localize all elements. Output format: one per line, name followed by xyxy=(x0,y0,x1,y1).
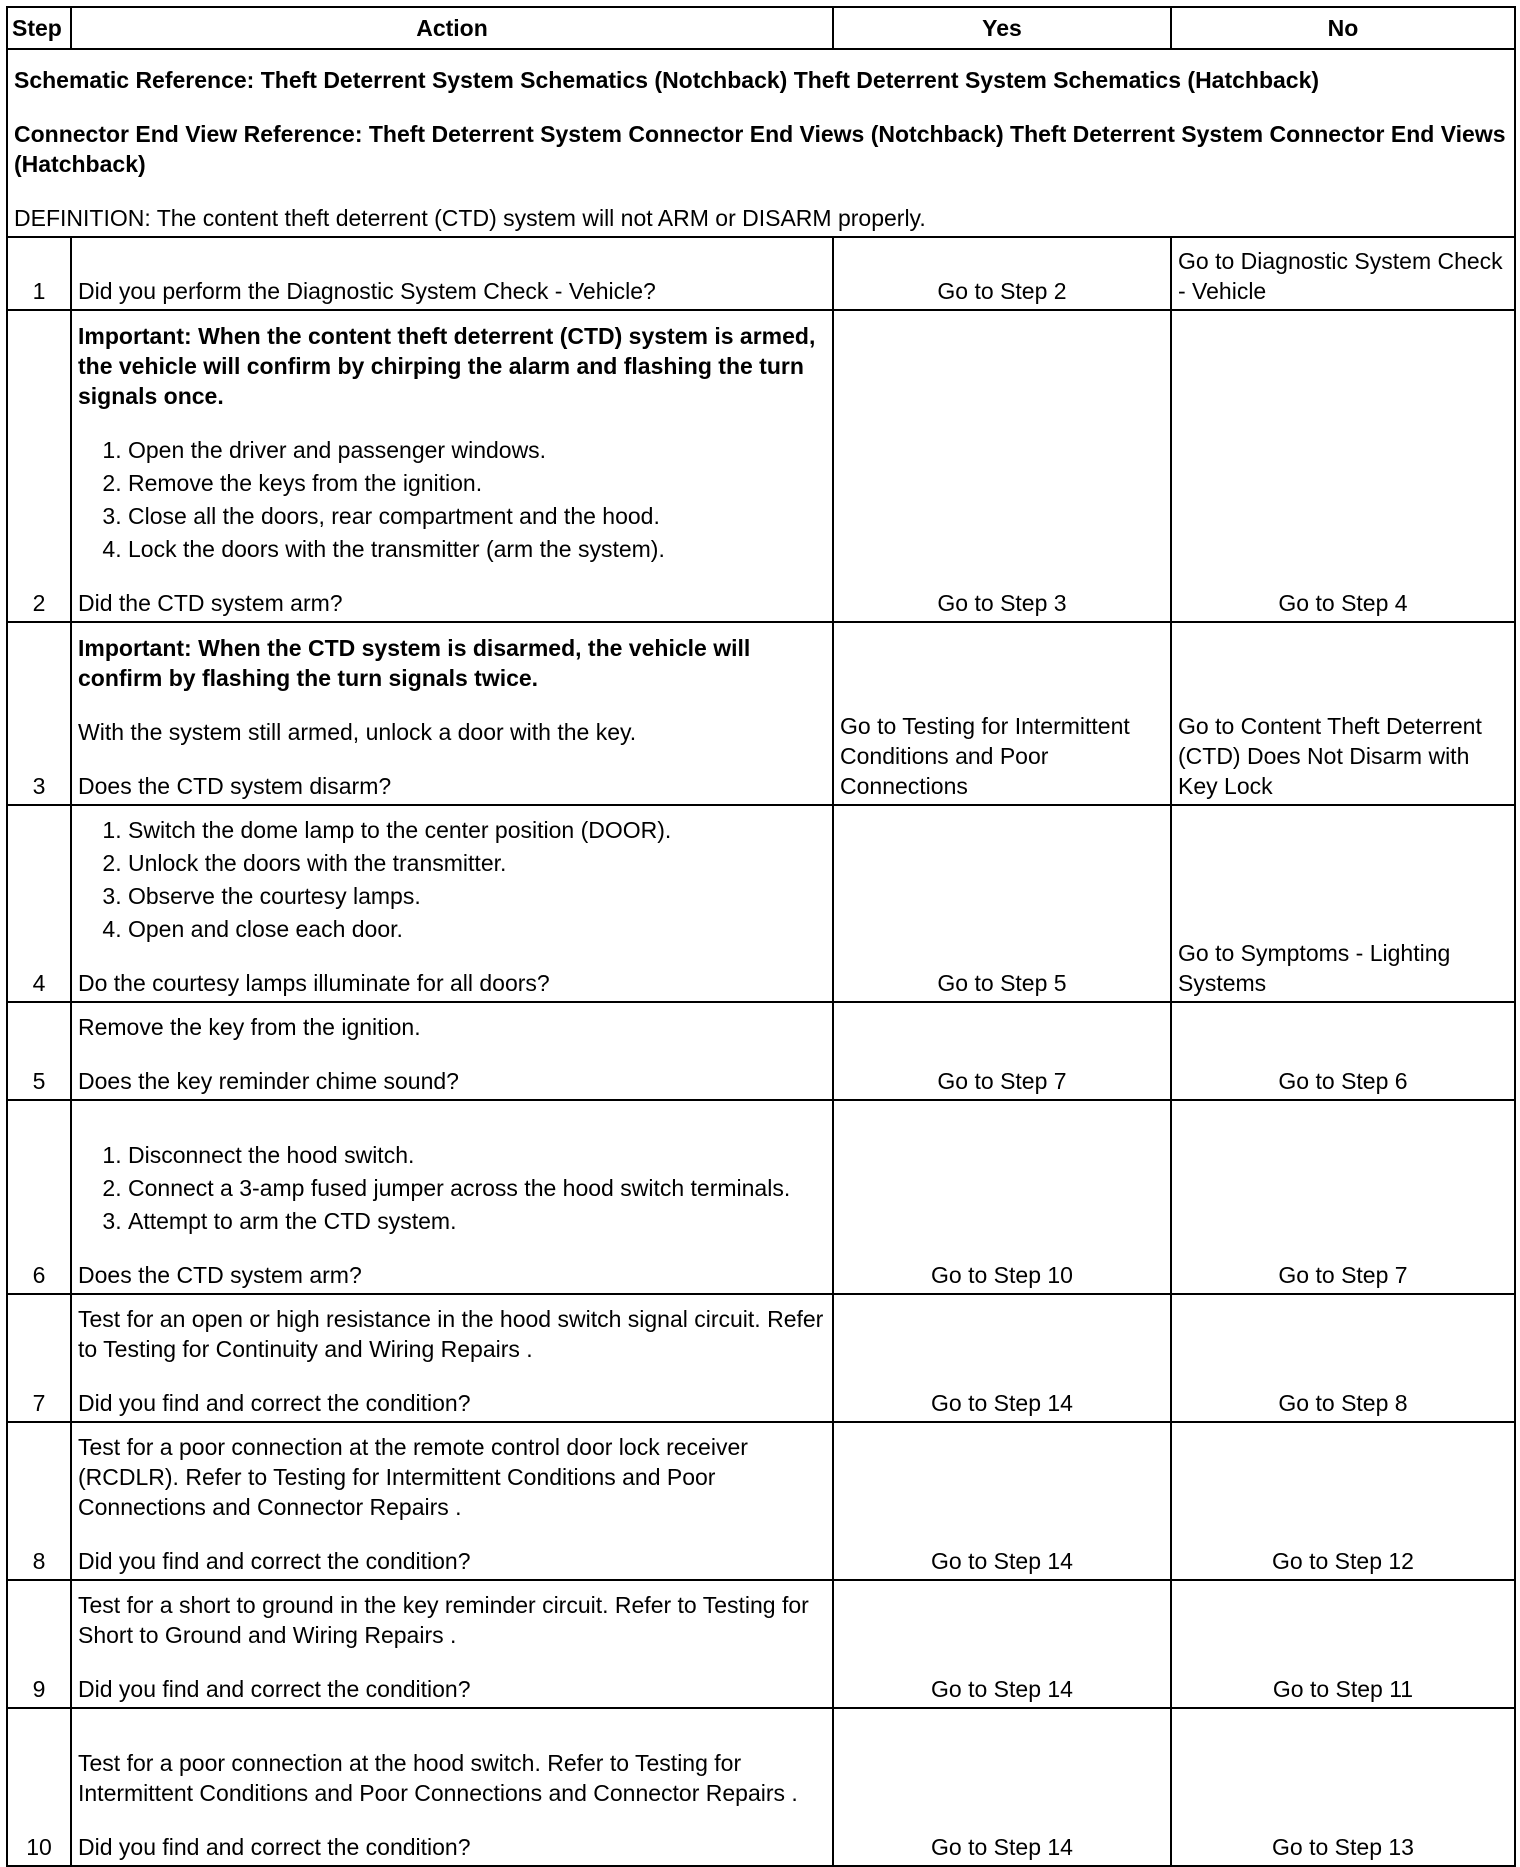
step-number: 9 xyxy=(7,1580,71,1708)
important-note: Important: When the content theft deterrent (CTD) system is armed, the vehicle will confirm by chirping the alarm and flashing the turn signals once. xyxy=(78,323,816,409)
no-cell: Go to Symptoms - Lighting Systems xyxy=(1171,805,1515,1002)
schematic-reference: Schematic Reference: Theft Deterrent System Schematics (Notchback) Theft Deterrent System Schematics (Hatchback) xyxy=(14,67,1320,93)
list-item: 1. Open the driver and passenger windows. xyxy=(128,435,826,465)
question-text: Did you perform the Diagnostic System Check - Vehicle? xyxy=(78,278,656,304)
step-number: 5 xyxy=(7,1002,71,1100)
no-cell: Go to Step 11 xyxy=(1171,1580,1515,1708)
table-row xyxy=(7,1100,1515,1294)
reference-cell xyxy=(7,49,1515,237)
yes-cell: Go to Step 14 xyxy=(833,1580,1171,1708)
action-cell xyxy=(71,1294,833,1422)
list-item: 4. Lock the doors with the transmitter (arm the system). xyxy=(128,534,826,564)
no-cell: Go to Step 4 xyxy=(1171,310,1515,622)
definition-text: DEFINITION: The content theft deterrent (CTD) system will not ARM or DISARM properly. xyxy=(14,205,926,231)
list-item: 2. Remove the keys from the ignition. xyxy=(128,468,826,498)
action-cell xyxy=(71,1708,833,1866)
question-text: Do the courtesy lamps illuminate for all doors? xyxy=(78,970,550,996)
question-text: Did you find and correct the condition? xyxy=(78,1390,471,1416)
no-cell: Go to Step 12 xyxy=(1171,1422,1515,1580)
connector-reference: Connector End View Reference: Theft Deterrent System Connector End Views (Notchback) Theft Deterrent System Connector End Views (Hatchback) xyxy=(14,121,1506,177)
no-cell: Go to Step 6 xyxy=(1171,1002,1515,1100)
table-row xyxy=(7,1294,1515,1422)
procedure-list xyxy=(78,435,826,564)
list-item: 1. Disconnect the hood switch. xyxy=(128,1140,826,1170)
table-row xyxy=(7,1422,1515,1580)
question-text: Does the key reminder chime sound? xyxy=(78,1068,459,1094)
table-row xyxy=(7,1002,1515,1100)
action-cell xyxy=(71,310,833,622)
yes-cell: Go to Step 3 xyxy=(833,310,1171,622)
step-number: 4 xyxy=(7,805,71,1002)
no-cell: Go to Step 13 xyxy=(1171,1708,1515,1866)
list-item: 1. Switch the dome lamp to the center position (DOOR). xyxy=(128,815,826,845)
yes-cell: Go to Step 5 xyxy=(833,805,1171,1002)
action-cell xyxy=(71,805,833,1002)
action-cell xyxy=(71,237,833,310)
action-cell xyxy=(71,622,833,805)
question-text: Did you find and correct the condition? xyxy=(78,1548,471,1574)
list-item: 3. Close all the doors, rear compartment and the hood. xyxy=(128,501,826,531)
question-text: Does the CTD system disarm? xyxy=(78,773,392,799)
question-text: Does the CTD system arm? xyxy=(78,1262,362,1288)
table-row xyxy=(7,1580,1515,1708)
instruction-text: Test for an open or high resistance in the hood switch signal circuit. Refer to Testing for Continuity and Wiring Repairs . xyxy=(78,1306,824,1362)
list-item: 3. Attempt to arm the CTD system. xyxy=(128,1206,826,1236)
procedure-list xyxy=(78,815,826,944)
question-text: Did the CTD system arm? xyxy=(78,590,343,616)
yes-cell: Go to Step 7 xyxy=(833,1002,1171,1100)
yes-cell: Go to Step 14 xyxy=(833,1708,1171,1866)
step-number: 2 xyxy=(7,310,71,622)
list-item: 3. Observe the courtesy lamps. xyxy=(128,881,826,911)
reference-row xyxy=(7,49,1515,237)
action-cell xyxy=(71,1422,833,1580)
important-note: Important: When the CTD system is disarmed, the vehicle will confirm by flashing the turn signals twice. xyxy=(78,635,751,691)
header-step: Step xyxy=(7,7,71,49)
list-item: 4. Open and close each door. xyxy=(128,914,826,944)
instruction-text: Remove the key from the ignition. xyxy=(78,1014,421,1040)
diagnostic-table xyxy=(6,6,1516,1867)
no-cell: Go to Content Theft Deterrent (CTD) Does Not Disarm with Key Lock xyxy=(1171,622,1515,805)
instruction-text: Test for a poor connection at the remote control door lock receiver (RCDLR). Refer to Testing for Intermittent Conditions and Poor Connections and Connector Repairs . xyxy=(78,1434,748,1520)
table-row xyxy=(7,1708,1515,1866)
yes-cell: Go to Step 2 xyxy=(833,237,1171,310)
no-cell: Go to Step 7 xyxy=(1171,1100,1515,1294)
step-number: 3 xyxy=(7,622,71,805)
step-number: 1 xyxy=(7,237,71,310)
table-row xyxy=(7,622,1515,805)
action-cell xyxy=(71,1580,833,1708)
header-no: No xyxy=(1171,7,1515,49)
yes-cell: Go to Testing for Intermittent Conditions and Poor Connections xyxy=(833,622,1171,805)
header-row xyxy=(7,7,1515,49)
header-action: Action xyxy=(71,7,833,49)
header-yes: Yes xyxy=(833,7,1171,49)
table-row xyxy=(7,237,1515,310)
step-number: 10 xyxy=(7,1708,71,1866)
procedure-list xyxy=(78,1140,826,1236)
instruction-text: Test for a short to ground in the key reminder circuit. Refer to Testing for Short to Ground and Wiring Repairs . xyxy=(78,1592,809,1648)
step-number: 7 xyxy=(7,1294,71,1422)
list-item: 2. Unlock the doors with the transmitter. xyxy=(128,848,826,878)
step-number: 8 xyxy=(7,1422,71,1580)
question-text: Did you find and correct the condition? xyxy=(78,1834,471,1860)
question-text: Did you find and correct the condition? xyxy=(78,1676,471,1702)
step-number: 6 xyxy=(7,1100,71,1294)
action-cell xyxy=(71,1100,833,1294)
action-cell xyxy=(71,1002,833,1100)
no-cell: Go to Diagnostic System Check - Vehicle xyxy=(1171,237,1515,310)
no-cell: Go to Step 8 xyxy=(1171,1294,1515,1422)
yes-cell: Go to Step 10 xyxy=(833,1100,1171,1294)
instruction-text: Test for a poor connection at the hood switch. Refer to Testing for Intermittent Conditions and Poor Connections and Connector Repairs . xyxy=(78,1750,798,1806)
yes-cell: Go to Step 14 xyxy=(833,1294,1171,1422)
table-row xyxy=(7,805,1515,1002)
instruction-text: With the system still armed, unlock a door with the key. xyxy=(78,719,637,745)
yes-cell: Go to Step 14 xyxy=(833,1422,1171,1580)
table-row xyxy=(7,310,1515,622)
list-item: 2. Connect a 3-amp fused jumper across the hood switch terminals. xyxy=(128,1173,826,1203)
